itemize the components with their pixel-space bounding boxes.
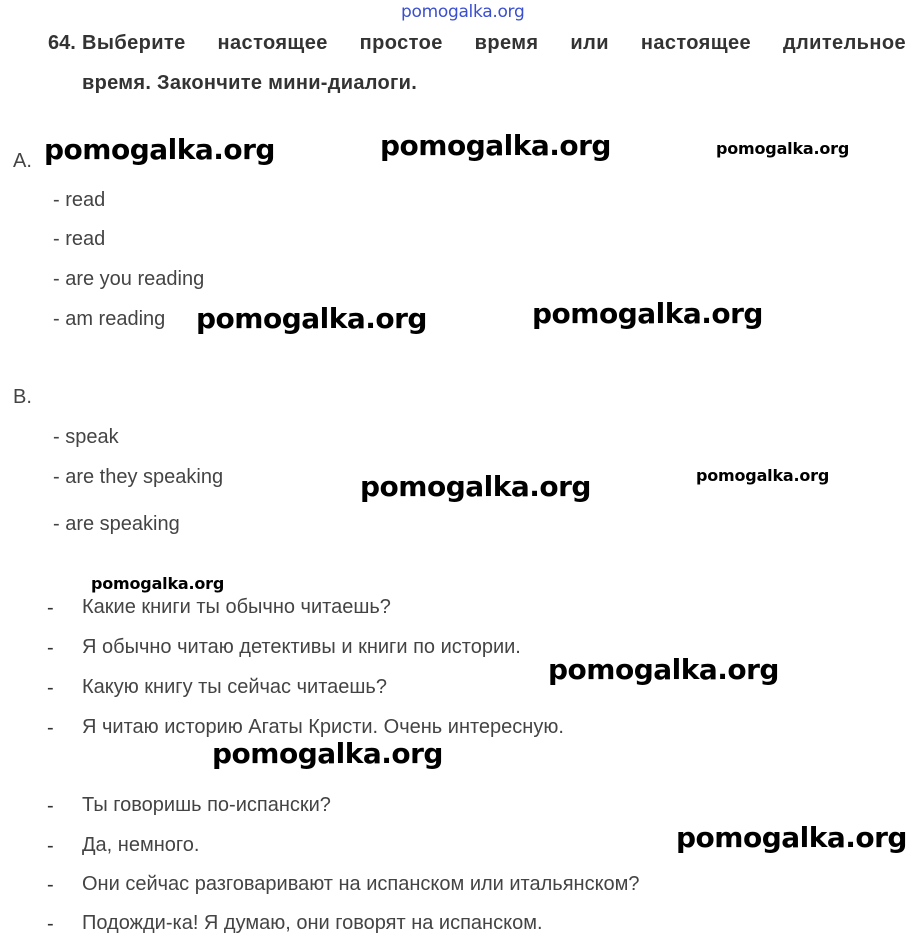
exercise-title-line2: время. Закончите мини-диалоги.: [82, 72, 418, 94]
dialogue-dash: -: [47, 717, 54, 739]
answer-a-3: - are you reading: [53, 268, 205, 290]
dialogue1-line3: Какую книгу ты сейчас читаешь?: [82, 676, 387, 698]
watermark: pomogalka.org: [360, 470, 591, 503]
dialogue2-line4: Подожди-ка! Я думаю, они говорят на испанском.: [82, 912, 543, 934]
answer-a-1: - read: [53, 189, 106, 211]
watermark: pomogalka.org: [532, 297, 763, 330]
watermark: pomogalka.org: [380, 129, 611, 162]
dialogue-dash: -: [47, 677, 54, 699]
watermark: pomogalka.org: [696, 466, 830, 485]
watermark: pomogalka.org: [676, 821, 907, 854]
answer-b-1: - speak: [53, 426, 119, 448]
watermark: pomogalka.org: [196, 302, 427, 335]
watermark: pomogalka.org: [548, 653, 779, 686]
dialogue-dash: -: [47, 835, 54, 857]
dialogue1-line4: Я читаю историю Агаты Кристи. Очень интересную.: [82, 716, 564, 738]
exercise-number: 64.: [48, 32, 76, 54]
section-b-label: B.: [13, 386, 32, 408]
dialogue2-line1: Ты говоришь по-испански?: [82, 794, 331, 816]
dialogue2-line3: Они сейчас разговаривают на испанском или итальянском?: [82, 873, 640, 895]
watermark: pomogalka.org: [91, 574, 225, 593]
answer-a-2: - read: [53, 228, 106, 250]
watermark: pomogalka.org: [212, 737, 443, 770]
header-watermark: pomogalka.org: [401, 2, 525, 22]
dialogue1-line2: Я обычно читаю детективы и книги по истории.: [82, 636, 521, 658]
dialogue1-line1: Какие книги ты обычно читаешь?: [82, 596, 391, 618]
answer-b-3: - are speaking: [53, 513, 180, 535]
watermark: pomogalka.org: [716, 139, 850, 158]
answer-b-2: - are they speaking: [53, 466, 224, 488]
dialogue-dash: -: [47, 637, 54, 659]
dialogue-dash: -: [47, 795, 54, 817]
dialogue2-line2: Да, немного.: [82, 834, 200, 856]
section-a-label: A.: [13, 150, 32, 172]
dialogue-dash: -: [47, 874, 54, 896]
watermark: pomogalka.org: [44, 133, 275, 166]
exercise-title-line1: Выберите настоящее простое время или настоящее длительное: [82, 32, 906, 54]
dialogue-dash: -: [47, 913, 54, 935]
dialogue-dash: -: [47, 597, 54, 619]
answer-a-4: - am reading: [53, 308, 166, 330]
